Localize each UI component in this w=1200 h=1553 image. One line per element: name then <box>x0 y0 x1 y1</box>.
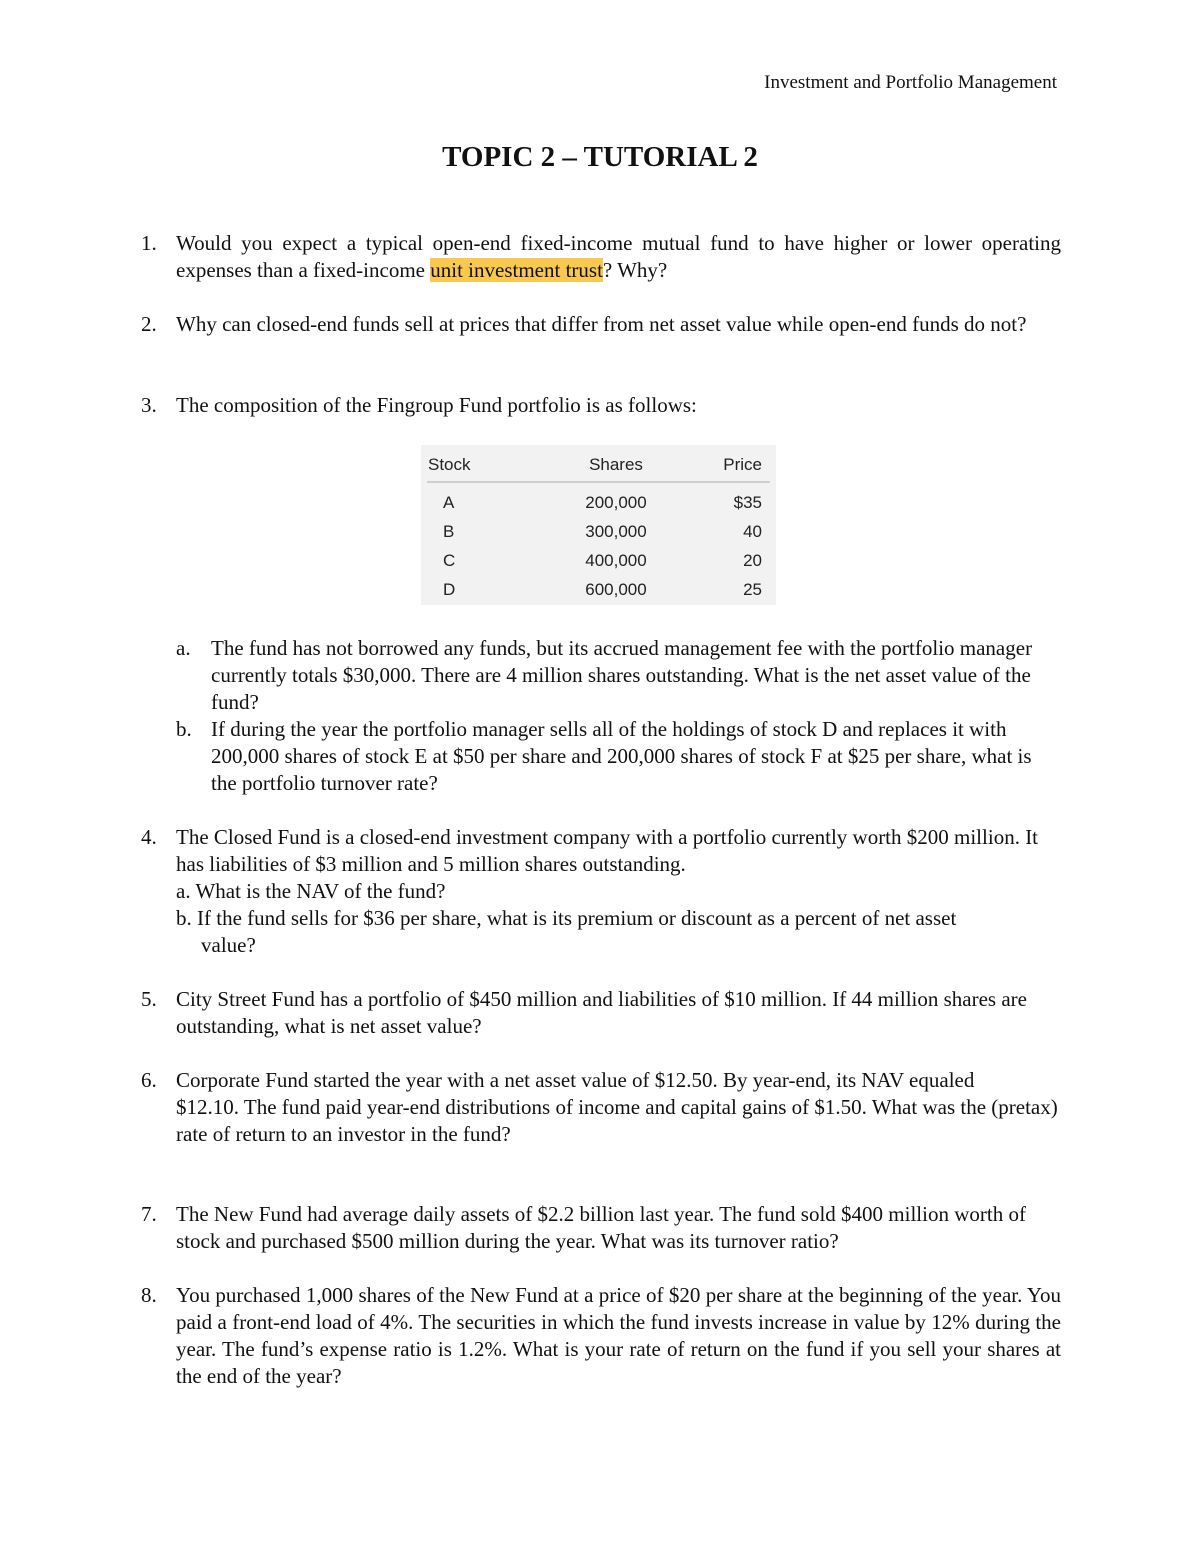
subquestion-4b <box>176 905 1061 959</box>
question-3 <box>141 392 1061 419</box>
cell-shares: 400,000 <box>585 551 647 570</box>
page-title: TOPIC 2 – TUTORIAL 2 <box>442 141 758 173</box>
question-number: 5. <box>141 987 157 1011</box>
question-1 <box>141 230 1061 284</box>
cell-stock: D <box>443 580 456 599</box>
question-2 <box>141 311 1061 338</box>
header-divider <box>427 481 770 483</box>
highlighted-term: unit investment trust <box>430 258 603 282</box>
cell-shares: 200,000 <box>585 493 647 512</box>
running-header: Investment and Portfolio Management <box>764 72 1057 93</box>
question-stem: The Closed Fund is a closed-end investment company with a portfolio currently worth $200 million. It has liabilities of $3 million and 5 million shares outstanding. <box>176 825 1039 876</box>
table-header-row <box>421 451 776 479</box>
question-8 <box>141 1282 1061 1390</box>
question-6 <box>141 1067 1061 1148</box>
question-text-line: $12.10. The fund paid year-end distributions of income and capital gains of $1.50. What was the (pretax) rate of return to an investor in the fund? <box>176 1095 1058 1146</box>
subquestion-text: If during the year the portfolio manager sells all of the holdings of stock D and replaces it with 200,000 shares of stock E at $50 per share and 200,000 shares of stock F at $25 per share, what is the portfolio turnover rate? <box>211 717 1032 795</box>
question-text <box>176 824 1061 959</box>
subquestion-4a: a. What is the NAV of the fund? <box>176 879 446 903</box>
cell-price: 20 <box>743 551 762 570</box>
question-text-line: Corporate Fund started the year with a net asset value of $12.50. By year-end, its NAV equaled <box>176 1068 975 1092</box>
question-text: The New Fund had average daily assets of $2.2 billion last year. The fund sold $400 million worth of stock and purchased $500 million during the year. What was its turnover ratio? <box>176 1202 1026 1253</box>
cell-price: 40 <box>743 522 762 541</box>
question-7 <box>141 1201 1061 1255</box>
question-text: City Street Fund has a portfolio of $450 million and liabilities of $10 million. If 44 million shares are outstanding, what is net asset value? <box>176 987 1027 1038</box>
question-5 <box>141 986 1061 1040</box>
question-3-subparts <box>141 635 1061 797</box>
subquestion-text-continued: value? <box>201 933 256 957</box>
question-number: 8. <box>141 1283 157 1307</box>
column-header-stock: Stock <box>428 455 471 474</box>
question-text <box>176 230 1061 284</box>
subquestion-text: The fund has not borrowed any funds, but its accrued management fee with the portfolio manager currently totals $30,000. There are 4 million shares outstanding. What is the net asset value of the fund? <box>211 636 1033 714</box>
column-header-price: Price <box>723 455 762 474</box>
question-number: 7. <box>141 1202 157 1226</box>
question-number: 3. <box>141 393 157 417</box>
portfolio-table <box>421 445 776 605</box>
table-row <box>421 575 776 604</box>
table-row <box>421 546 776 575</box>
table-row <box>421 488 776 517</box>
subquestion-text: b. If the fund sells for $36 per share, what is its premium or discount as a percent of net asset <box>176 906 957 930</box>
question-text: The composition of the Fingroup Fund portfolio is as follows: <box>176 393 697 417</box>
column-header-shares: Shares <box>589 455 643 474</box>
cell-shares: 600,000 <box>585 580 647 599</box>
question-number: 1. <box>141 231 157 255</box>
question-text: You purchased 1,000 shares of the New Fund at a price of $20 per share at the beginning of the year. You paid a front-end load of 4%. The securities in which the fund invests increase in value by 12% during the year. The fund’s expense ratio is 1.2%. What is your rate of return on the fund if you sell your shares at the end of the year? <box>176 1283 1061 1388</box>
subquestion-letter: b. <box>176 717 192 741</box>
table-row <box>421 517 776 546</box>
question-text <box>176 1067 1061 1148</box>
question-text-part: Would you expect a typical open-end fixed-income mutual fund to have higher or lower operating expenses than a fixed-income <box>176 231 1061 282</box>
question-text: Why can closed-end funds sell at prices that differ from net asset value while open-end funds do not? <box>176 312 1027 336</box>
question-4 <box>141 824 1061 959</box>
question-number: 6. <box>141 1068 157 1092</box>
subquestion-3b <box>176 716 1061 797</box>
question-text-part: ? Why? <box>602 258 668 282</box>
cell-stock: C <box>443 551 456 570</box>
cell-price: $35 <box>733 493 762 512</box>
subquestion-letter: a. <box>176 636 191 660</box>
subquestion-3a <box>176 635 1061 716</box>
question-number: 4. <box>141 825 157 849</box>
cell-price: 25 <box>743 580 762 599</box>
cell-shares: 300,000 <box>585 522 647 541</box>
question-number: 2. <box>141 312 157 336</box>
cell-stock: B <box>443 522 455 541</box>
cell-stock: A <box>443 493 455 512</box>
